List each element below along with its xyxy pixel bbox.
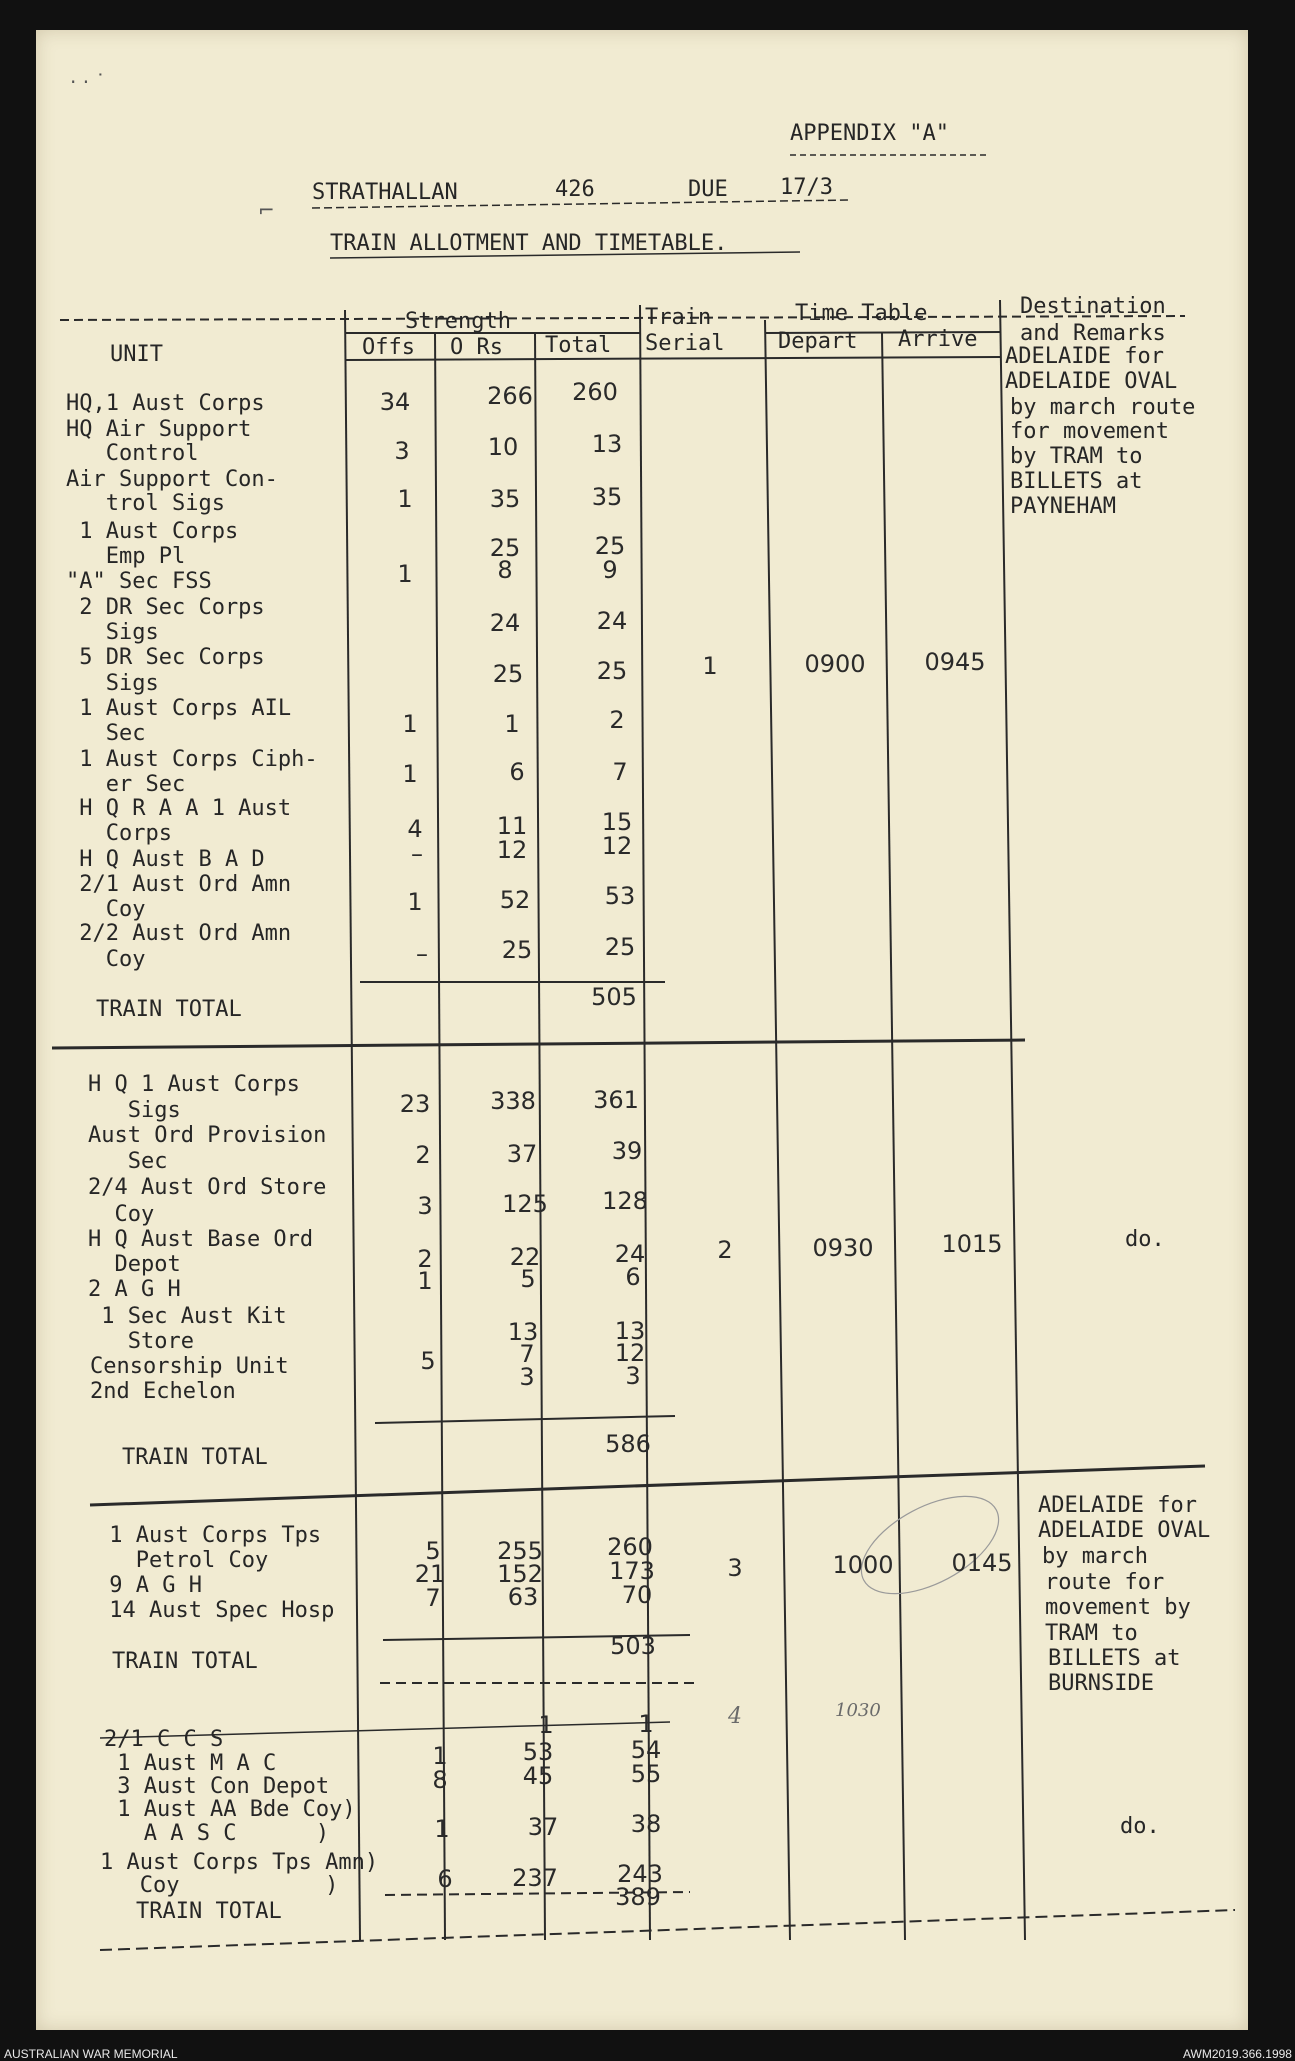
col-arrive: Arrive xyxy=(898,327,978,352)
offs-value: 8 xyxy=(432,1766,448,1794)
train-total-value: 389 xyxy=(615,1883,661,1911)
offs-value: 1 xyxy=(397,485,413,513)
ors-value: 24 xyxy=(489,609,521,637)
ors-value: 8 xyxy=(497,556,513,584)
unit-name: 1 Aust Corps Tps Amn) xyxy=(100,1850,379,1875)
total-value: 70 xyxy=(621,1581,653,1609)
total-value: 25 xyxy=(596,657,628,685)
col-offs: Offs xyxy=(362,335,415,360)
total-value: 15 xyxy=(601,808,633,836)
ors-value: 63 xyxy=(507,1583,539,1611)
remarks-line: do. xyxy=(1120,1814,1160,1839)
ors-value: 11 xyxy=(496,812,528,840)
unit-name: Sec xyxy=(66,721,146,746)
unit-name: Sigs xyxy=(88,1098,181,1123)
due-date: 17/3 xyxy=(780,175,833,200)
unit-name: 1 Aust Corps AIL xyxy=(66,696,292,721)
unit-name: Coy xyxy=(66,897,146,922)
offs-value: – xyxy=(416,940,428,968)
ors-value: 1 xyxy=(538,1711,554,1739)
col-destination: Destination xyxy=(1020,294,1166,319)
unit-name: 1 Sec Aust Kit xyxy=(88,1304,287,1329)
remarks-line: movement by xyxy=(1045,1595,1191,1620)
ors-value: 22 xyxy=(509,1243,541,1271)
remarks-line: ADELAIDE OVAL xyxy=(1005,369,1178,394)
unit-name: H Q R A A 1 Aust xyxy=(66,796,292,821)
unit-name: H Q 1 Aust Corps xyxy=(88,1072,300,1097)
unit-name: Sec xyxy=(88,1149,168,1174)
col-depart: Depart xyxy=(778,329,858,354)
total-value: 243 xyxy=(617,1860,663,1888)
total-value: 6 xyxy=(625,1263,641,1291)
remarks-line: PAYNEHAM xyxy=(1010,494,1116,519)
train-total-label: TRAIN TOTAL xyxy=(112,1649,258,1674)
arrive-time: 1015 xyxy=(941,1230,1003,1258)
offs-value: 4 xyxy=(407,815,423,843)
ors-value: 53 xyxy=(522,1738,554,1766)
total-value: 53 xyxy=(604,882,636,910)
ors-value: 3 xyxy=(519,1363,535,1391)
total-value: 25 xyxy=(594,532,626,560)
total-value: 13 xyxy=(591,430,623,458)
offs-value: 2 xyxy=(417,1245,433,1273)
unit-name: A A S C ) xyxy=(104,1821,330,1846)
ors-value: 125 xyxy=(502,1190,548,1218)
total-value: 361 xyxy=(593,1086,639,1114)
unit-name: 1 Aust Corps xyxy=(66,519,239,544)
due-label: DUE xyxy=(688,177,728,202)
ors-value: 37 xyxy=(527,1813,559,1841)
total-value: 25 xyxy=(604,933,636,961)
ors-value: 255 xyxy=(497,1537,543,1565)
remarks-line: BILLETS at xyxy=(1048,1646,1181,1671)
offs-value: 3 xyxy=(417,1192,433,1220)
train-serial: 1 xyxy=(702,652,718,680)
unit-name: 1 Aust AA Bde Coy) xyxy=(104,1797,356,1822)
unit-name: Coy ) xyxy=(100,1873,339,1898)
offs-value: – xyxy=(411,840,423,868)
remarks-line: route for xyxy=(1045,1570,1165,1595)
arrive-time: 0945 xyxy=(924,648,986,676)
train-total-label: TRAIN TOTAL xyxy=(96,997,242,1022)
unit-name: Sigs xyxy=(66,671,159,696)
unit-name: 2/1 C C S xyxy=(104,1727,224,1752)
offs-value: 1 xyxy=(434,1815,450,1843)
unit-name: 2/4 Aust Ord Store xyxy=(88,1175,327,1200)
total-value: 24 xyxy=(596,607,628,635)
remarks-line: ADELAIDE for xyxy=(1038,1493,1197,1518)
unit-name: Censorship Unit xyxy=(90,1354,289,1379)
ors-value: 25 xyxy=(489,534,521,562)
footer-credit: AUSTRALIAN WAR MEMORIAL xyxy=(4,2047,178,2061)
train-serial: 3 xyxy=(727,1554,743,1582)
unit-name: 5 DR Sec Corps xyxy=(66,645,265,670)
ink-speck: · · ˙ xyxy=(70,70,106,94)
unit-name: HQ,1 Aust Corps xyxy=(66,391,265,416)
ship-name: STRATHALLAN xyxy=(312,180,458,205)
remarks-line: by march route xyxy=(1010,395,1196,420)
col-ors: O Rs xyxy=(450,335,503,360)
remarks-line: do. xyxy=(1125,1227,1165,1252)
unit-name: H Q Aust Base Ord xyxy=(88,1227,314,1252)
unit-name: 2 DR Sec Corps xyxy=(66,595,265,620)
offs-value: 2 xyxy=(415,1141,431,1169)
total-value: 12 xyxy=(614,1339,646,1367)
remarks-line: ADELAIDE for xyxy=(1005,344,1164,369)
unit-name: Coy xyxy=(66,947,146,972)
total-value: 55 xyxy=(630,1760,662,1788)
unit-name: 2 A G H xyxy=(88,1277,181,1302)
col-remarks: and Remarks xyxy=(1020,321,1166,346)
unit-name: 1 Aust Corps Ciph- xyxy=(66,747,318,772)
train-total-value: 505 xyxy=(591,983,637,1011)
ship-number: 426 xyxy=(555,177,595,202)
train-total-label: TRAIN TOTAL xyxy=(122,1445,268,1470)
total-value: 128 xyxy=(602,1187,648,1215)
offs-value: 1 xyxy=(397,560,413,588)
ors-value: 37 xyxy=(506,1140,538,1168)
offs-value: 7 xyxy=(425,1584,441,1612)
depart-time: 1000 xyxy=(832,1551,894,1579)
ors-value: 1 xyxy=(504,710,520,738)
ors-value: 35 xyxy=(489,485,521,513)
unit-name: Store xyxy=(88,1329,194,1354)
unit-name: Depot xyxy=(88,1252,181,1277)
ors-value: 52 xyxy=(499,886,531,914)
unit-name: Control xyxy=(66,441,199,466)
ors-value: 5 xyxy=(520,1265,536,1293)
depart-time: 0900 xyxy=(804,650,866,678)
offs-value: 5 xyxy=(425,1537,441,1565)
unit-name: Emp Pl xyxy=(66,544,186,569)
unit-name: er Sec xyxy=(66,772,186,797)
unit-name: 1 Aust M A C xyxy=(104,1751,277,1776)
unit-name: trol Sigs xyxy=(66,491,225,516)
ors-value: 338 xyxy=(490,1087,536,1115)
ors-value: 12 xyxy=(496,836,528,864)
remarks-line: ADELAIDE OVAL xyxy=(1038,1518,1211,1543)
offs-value: 1 xyxy=(432,1742,448,1770)
col-total: Total xyxy=(545,333,612,358)
col-strength: Strength xyxy=(405,309,511,334)
offs-value: 1 xyxy=(402,760,418,788)
ors-value: 237 xyxy=(512,1864,558,1892)
offs-value: 23 xyxy=(399,1090,431,1118)
col-timetable: Time Table xyxy=(795,301,928,326)
remarks-line: TRAM to xyxy=(1045,1621,1138,1646)
arrive-time: 0145 xyxy=(951,1549,1013,1577)
unit-name: Aust Ord Provision xyxy=(88,1123,327,1148)
unit-name: 3 Aust Con Depot xyxy=(104,1774,330,1799)
ors-value: 7 xyxy=(519,1340,535,1368)
unit-name: "A" Sec FSS xyxy=(66,569,212,594)
offs-value: 34 xyxy=(379,388,411,416)
total-value: 7 xyxy=(612,758,628,786)
train-total-label: TRAIN TOTAL xyxy=(136,1899,282,1924)
ors-value: 6 xyxy=(509,758,525,786)
remarks-line: BURNSIDE xyxy=(1048,1671,1154,1696)
total-value: 1 xyxy=(638,1710,654,1738)
unit-name: H Q Aust B A D xyxy=(66,847,265,872)
offs-value: 21 xyxy=(414,1560,446,1588)
train-total-value: 586 xyxy=(605,1430,651,1458)
col-unit: UNIT xyxy=(110,342,163,367)
offs-value: 1 xyxy=(407,888,423,916)
unit-name: Sigs xyxy=(66,620,159,645)
unit-name: Petrol Coy xyxy=(96,1548,269,1573)
unit-name: Corps xyxy=(66,821,172,846)
total-value: 39 xyxy=(611,1137,643,1165)
unit-name: Air Support Con- xyxy=(66,467,278,492)
offs-value: 3 xyxy=(394,437,410,465)
total-value: 3 xyxy=(625,1362,641,1390)
depart-time: 1030 xyxy=(835,1700,881,1721)
offs-value: 5 xyxy=(420,1347,436,1375)
total-value: 9 xyxy=(602,556,618,584)
unit-name: 2/2 Aust Ord Amn xyxy=(66,921,292,946)
ors-value: 45 xyxy=(522,1762,554,1790)
ors-value: 152 xyxy=(497,1560,543,1588)
document-title: TRAIN ALLOTMENT AND TIMETABLE. xyxy=(330,231,728,256)
total-value: 35 xyxy=(591,483,623,511)
total-value: 54 xyxy=(630,1736,662,1764)
unit-name: 9 A G H xyxy=(96,1573,202,1598)
unit-name: 2/1 Aust Ord Amn xyxy=(66,872,292,897)
train-serial: 2 xyxy=(717,1236,733,1264)
offs-value: 1 xyxy=(417,1267,433,1295)
unit-name: 14 Aust Spec Hosp xyxy=(96,1598,335,1623)
appendix-label: APPENDIX "A" xyxy=(790,121,949,146)
remarks-line: by march xyxy=(1042,1544,1148,1569)
total-value: 13 xyxy=(614,1317,646,1345)
footer-id: AWM2019.366.1998 xyxy=(1183,2047,1292,2061)
depart-time: 0930 xyxy=(812,1234,874,1262)
total-value: 12 xyxy=(601,832,633,860)
offs-value: 1 xyxy=(402,710,418,738)
col-serial: Serial xyxy=(645,331,725,356)
col-train: Train xyxy=(645,305,712,330)
total-value: 173 xyxy=(609,1557,655,1585)
ors-value: 10 xyxy=(487,433,519,461)
unit-name: Coy xyxy=(88,1202,155,1227)
total-value: 24 xyxy=(614,1240,646,1268)
unit-name: 1 Aust Corps Tps xyxy=(96,1523,322,1548)
remarks-line: for movement xyxy=(1010,419,1169,444)
total-value: 2 xyxy=(609,706,625,734)
remarks-line: by TRAM to xyxy=(1010,444,1143,469)
ors-value: 13 xyxy=(507,1318,539,1346)
offs-value: 6 xyxy=(437,1865,453,1893)
unit-name: 2nd Echelon xyxy=(90,1379,236,1404)
total-value: 260 xyxy=(607,1533,653,1561)
train-serial: 4 xyxy=(728,1704,742,1729)
ink-mark: ⌐ xyxy=(258,198,275,222)
ors-value: 25 xyxy=(501,936,533,964)
total-value: 38 xyxy=(630,1810,662,1838)
total-value: 260 xyxy=(572,378,618,406)
unit-name: HQ Air Support xyxy=(66,417,252,442)
ors-value: 25 xyxy=(492,660,524,688)
ors-value: 266 xyxy=(487,382,533,410)
remarks-line: BILLETS at xyxy=(1010,469,1143,494)
train-total-value: 503 xyxy=(610,1632,656,1660)
